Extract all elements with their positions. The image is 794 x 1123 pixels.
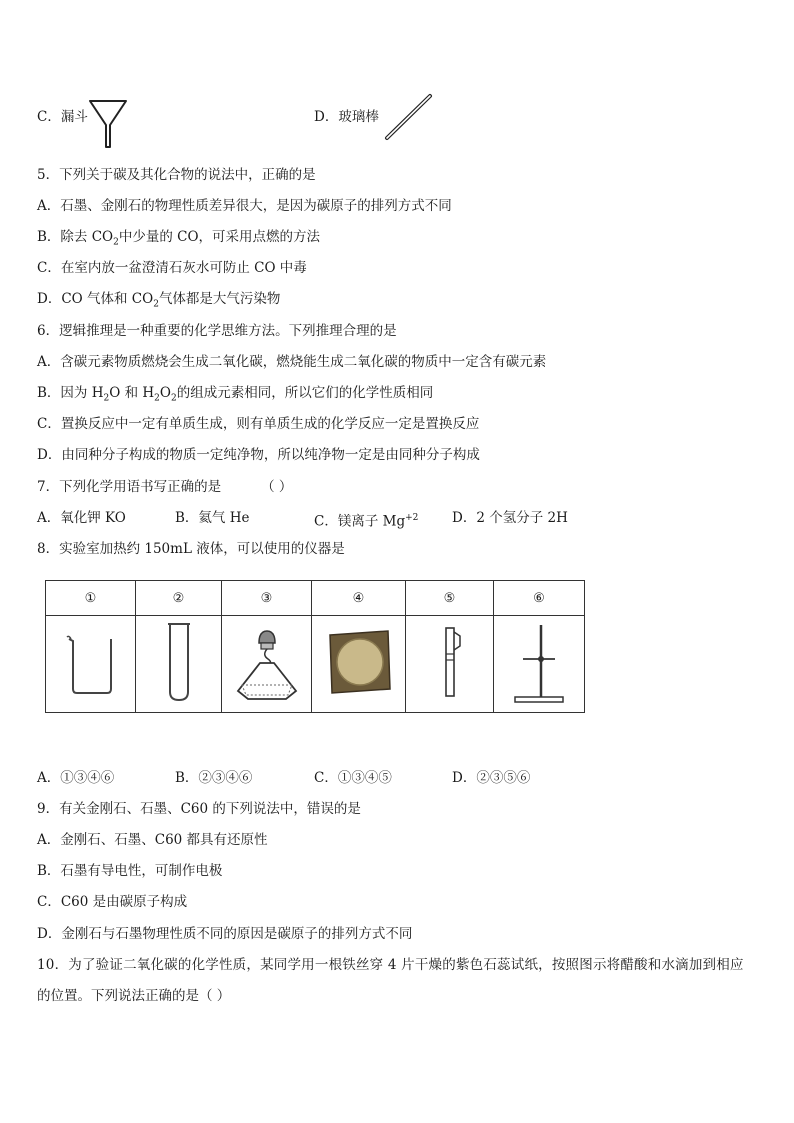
- glass-rod-icon: [383, 92, 435, 142]
- q5-option-b-pre: B．除去 CO: [37, 229, 114, 245]
- instrument-header-6: ⑥: [494, 581, 585, 616]
- q6-option-b-mid2: O: [159, 385, 171, 401]
- instrument-header-3: ③: [222, 581, 312, 616]
- q10-stem-line1: 10．为了验证二氧化碳的化学性质，某同学用一根铁丝穿 4 片干燥的紫色石蕊试纸，按照图示将醋酸和水滴加到相应: [37, 957, 744, 973]
- q7-stem: [37, 478, 292, 496]
- q5-option-d-post: 气体都是大气污染物: [158, 291, 281, 307]
- q4-option-d: [314, 108, 379, 126]
- instrument-cell-6: [494, 616, 585, 713]
- q7-option-b: B．氦气 He: [175, 510, 250, 526]
- q8-option-b: B．②③④⑥: [175, 770, 253, 786]
- q8-stem: 8．实验室加热约 150mL 液体，可以使用的仪器是: [37, 541, 345, 557]
- q8-option-d: D．②③⑤⑥: [452, 770, 531, 786]
- q7-answer-paren: （ ）: [261, 479, 293, 495]
- instrument-table: [45, 580, 585, 713]
- q6-option-b-mid1: O 和 H: [109, 385, 155, 401]
- funnel-icon: [88, 95, 128, 151]
- q4-option-c: [37, 108, 88, 126]
- q5-stem: 5．下列关于碳及其化合物的说法中，正确的是: [37, 167, 316, 183]
- beaker-icon: [61, 627, 121, 697]
- q6-option-d: D．由同种分子构成的物质一定纯净物，所以纯净物一定是由同种分子构成: [37, 447, 480, 463]
- q9-stem: 9．有关金刚石、石墨、C60 的下列说法中，错误的是: [37, 801, 361, 817]
- q4-option-c-letter: C．: [37, 109, 61, 125]
- q6-option-b-sub2: 2: [154, 393, 160, 404]
- q6-stem: 6．逻辑推理是一种重要的化学思维方法。下列推理合理的是: [37, 323, 397, 339]
- q9-option-d: D．金刚石与石墨物理性质不同的原因是碳原子的排列方式不同: [37, 926, 413, 942]
- q8-option-a: A．①③④⑥: [37, 770, 115, 786]
- q7-option-c-pre: C．镁离子 Mg: [314, 513, 406, 530]
- q7-stem-text: 7．下列化学用语书写正确的是: [37, 479, 222, 495]
- q5-option-b: [37, 228, 320, 252]
- q5-option-a: A．石墨、金刚石的物理性质差异很大，是因为碳原子的排列方式不同: [37, 198, 452, 214]
- q4-option-c-text: 漏斗: [60, 109, 88, 125]
- instrument-cell-5: [406, 616, 494, 713]
- q9-option-c: C．C60 是由碳原子构成: [37, 894, 188, 910]
- q6-option-b: [37, 384, 433, 408]
- q5-option-b-sub: 2: [113, 237, 119, 248]
- instrument-header-4: ④: [312, 581, 406, 616]
- instrument-header-5: ⑤: [406, 581, 494, 616]
- q6-option-c: C．置换反应中一定有单质生成，则有单质生成的化学反应一定是置换反应: [37, 416, 480, 432]
- test-tube-clamp-icon: [435, 624, 465, 700]
- q6-option-a: A．含碳元素物质燃烧会生成二氧化碳，燃烧能生成二氧化碳的物质中一定含有碳元素: [37, 354, 547, 370]
- instrument-table-header-row: [46, 581, 585, 616]
- q7-option-a: A．氧化钾 KO: [37, 510, 126, 526]
- instrument-header-2: ②: [136, 581, 222, 616]
- q7-option-c-sup: +2: [405, 513, 419, 523]
- instrument-header-1: ①: [46, 581, 136, 616]
- q4-option-d-letter: D．: [314, 109, 339, 125]
- instrument-table-image-row: [46, 616, 585, 713]
- q4-option-d-text: 玻璃棒: [338, 109, 379, 125]
- instrument-cell-1: [46, 616, 136, 713]
- q10-stem-line2: 的位置。下列说法正确的是（ ）: [37, 988, 231, 1004]
- q5-option-d: [37, 290, 280, 314]
- instrument-cell-3: [222, 616, 312, 713]
- iron-stand-icon: [509, 619, 569, 705]
- q6-option-b-sub1: 2: [103, 393, 110, 404]
- q9-option-b: B．石墨有导电性，可制作电极: [37, 863, 223, 879]
- q6-option-b-sub3: 2: [170, 393, 177, 404]
- q7-option-d: D．2 个氢分子 2H: [452, 510, 568, 526]
- q8-option-c: C．①③④⑤: [314, 770, 392, 786]
- test-tube-icon: [164, 620, 194, 704]
- q9-option-a: A．金刚石、石墨、C60 都具有还原性: [37, 832, 268, 848]
- q5-option-b-post: 中少量的 CO，可采用点燃的方法: [118, 229, 321, 245]
- instrument-cell-2: [136, 616, 222, 713]
- q7-option-c: [314, 509, 418, 531]
- q6-option-b-post: 的组成元素相同，所以它们的化学性质相同: [176, 385, 434, 401]
- q5-option-c: C．在室内放一盆澄清石灰水可防止 CO 中毒: [37, 260, 307, 276]
- q5-option-d-sub: 2: [153, 299, 159, 310]
- q5-option-d-pre: D．CO 气体和 CO: [37, 291, 154, 307]
- q6-option-b-pre: B．因为 H: [37, 385, 104, 401]
- alcohol-lamp-icon: [232, 619, 302, 705]
- instrument-cell-4: [312, 616, 406, 713]
- asbestos-gauze-icon: [324, 627, 394, 697]
